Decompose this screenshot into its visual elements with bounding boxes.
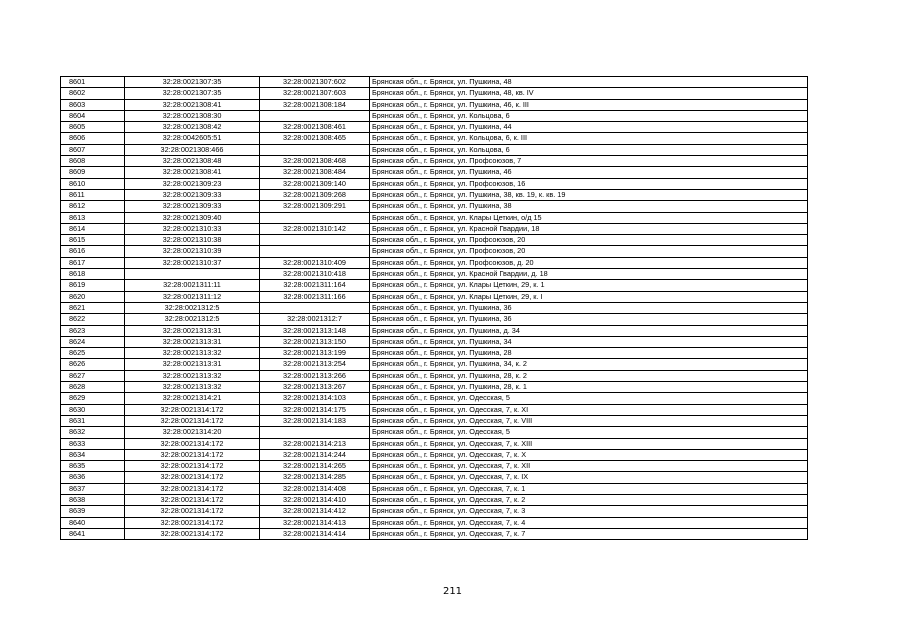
table-row xyxy=(61,393,808,404)
address-cell: Брянская обл., г. Брянск, ул. Пушкина, 36 xyxy=(370,314,808,325)
object-cadastral-number-cell: 32:28:0021314:175 xyxy=(260,404,370,415)
table-row xyxy=(61,246,808,257)
object-cadastral-number-cell: 32:28:0021313:266 xyxy=(260,370,370,381)
table-row xyxy=(61,528,808,539)
record-number-cell: 8621 xyxy=(61,302,125,313)
address-cell: Брянская обл., г. Брянск, ул. Красной Гвардии, 18 xyxy=(370,223,808,234)
table-row xyxy=(61,415,808,426)
address-cell: Брянская обл., г. Брянск, ул. Профсоюзов, 20 xyxy=(370,235,808,246)
land-cadastral-number-cell: 32:28:0021313:32 xyxy=(125,382,260,393)
object-cadastral-number-cell: 32:28:0021309:291 xyxy=(260,201,370,212)
land-cadastral-number-cell: 32:28:0021311:11 xyxy=(125,280,260,291)
record-number-cell: 8625 xyxy=(61,348,125,359)
object-cadastral-number-cell xyxy=(260,302,370,313)
record-number-cell: 8609 xyxy=(61,167,125,178)
object-cadastral-number-cell: 32:28:0021314:265 xyxy=(260,461,370,472)
table-row xyxy=(61,517,808,528)
record-number-cell: 8634 xyxy=(61,449,125,460)
table-row xyxy=(61,235,808,246)
object-cadastral-number-cell: 32:28:0021310:418 xyxy=(260,269,370,280)
address-cell: Брянская обл., г. Брянск, ул. Кольцова, 6, к. III xyxy=(370,133,808,144)
object-cadastral-number-cell: 32:28:0021309:268 xyxy=(260,189,370,200)
record-number-cell: 8635 xyxy=(61,461,125,472)
table-row xyxy=(61,189,808,200)
land-cadastral-number-cell: 32:28:0021307:35 xyxy=(125,88,260,99)
table-row xyxy=(61,156,808,167)
land-cadastral-number-cell: 32:28:0021307:35 xyxy=(125,77,260,88)
object-cadastral-number-cell xyxy=(260,427,370,438)
table-row xyxy=(61,280,808,291)
object-cadastral-number-cell xyxy=(260,212,370,223)
record-number-cell: 8612 xyxy=(61,201,125,212)
land-cadastral-number-cell: 32:28:0021314:172 xyxy=(125,461,260,472)
record-number-cell: 8606 xyxy=(61,133,125,144)
object-cadastral-number-cell: 32:28:0021310:142 xyxy=(260,223,370,234)
land-cadastral-number-cell: 32:28:0021313:31 xyxy=(125,359,260,370)
object-cadastral-number-cell xyxy=(260,246,370,257)
land-cadastral-number-cell: 32:28:0021314:172 xyxy=(125,494,260,505)
record-number-cell: 8631 xyxy=(61,415,125,426)
object-cadastral-number-cell: 32:28:0021311:164 xyxy=(260,280,370,291)
table-row xyxy=(61,122,808,133)
object-cadastral-number-cell: 32:28:0021314:103 xyxy=(260,393,370,404)
address-cell: Брянская обл., г. Брянск, ул. Пушкина, 34, к. 2 xyxy=(370,359,808,370)
table-row xyxy=(61,382,808,393)
address-cell: Брянская обл., г. Брянск, ул. Одесская, 5 xyxy=(370,393,808,404)
record-number-cell: 8636 xyxy=(61,472,125,483)
object-cadastral-number-cell: 32:28:0021310:409 xyxy=(260,257,370,268)
table-row xyxy=(61,257,808,268)
object-cadastral-number-cell: 32:28:0021313:150 xyxy=(260,336,370,347)
record-number-cell: 8629 xyxy=(61,393,125,404)
record-number-cell: 8626 xyxy=(61,359,125,370)
object-cadastral-number-cell: 32:28:0021314:410 xyxy=(260,494,370,505)
land-cadastral-number-cell xyxy=(125,269,260,280)
address-cell: Брянская обл., г. Брянск, ул. Пушкина, 34 xyxy=(370,336,808,347)
address-cell: Брянская обл., г. Брянск, ул. Одесская, 7, к. XIII xyxy=(370,438,808,449)
land-cadastral-number-cell: 32:28:0021314:20 xyxy=(125,427,260,438)
record-number-cell: 8620 xyxy=(61,291,125,302)
record-number-cell: 8618 xyxy=(61,269,125,280)
table-row xyxy=(61,144,808,155)
land-cadastral-number-cell: 32:28:0021308:41 xyxy=(125,167,260,178)
record-number-cell: 8614 xyxy=(61,223,125,234)
table-row xyxy=(61,110,808,121)
table-row xyxy=(61,348,808,359)
address-cell: Брянская обл., г. Брянск, ул. Клары Цеткин, 29, к. 1 xyxy=(370,280,808,291)
record-number-cell: 8622 xyxy=(61,314,125,325)
address-cell: Брянская обл., г. Брянск, ул. Пушкина, д. 34 xyxy=(370,325,808,336)
object-cadastral-number-cell: 32:28:0021314:412 xyxy=(260,506,370,517)
land-cadastral-number-cell: 32:28:0021310:38 xyxy=(125,235,260,246)
table-row xyxy=(61,269,808,280)
record-number-cell: 8604 xyxy=(61,110,125,121)
record-number-cell: 8633 xyxy=(61,438,125,449)
object-cadastral-number-cell: 32:28:0021307:603 xyxy=(260,88,370,99)
table-row xyxy=(61,325,808,336)
address-cell: Брянская обл., г. Брянск, ул. Кольцова, 6 xyxy=(370,110,808,121)
object-cadastral-number-cell xyxy=(260,110,370,121)
address-cell: Брянская обл., г. Брянск, ул. Клары Цеткин, о/д 15 xyxy=(370,212,808,223)
land-cadastral-number-cell: 32:28:0021314:172 xyxy=(125,517,260,528)
object-cadastral-number-cell: 32:28:0021314:183 xyxy=(260,415,370,426)
table-row xyxy=(61,133,808,144)
table-row xyxy=(61,461,808,472)
record-number-cell: 8616 xyxy=(61,246,125,257)
address-cell: Брянская обл., г. Брянск, ул. Одесская, 7, к. IX xyxy=(370,472,808,483)
table-row xyxy=(61,438,808,449)
table-row xyxy=(61,88,808,99)
table-row xyxy=(61,494,808,505)
table-row xyxy=(61,506,808,517)
address-cell: Брянская обл., г. Брянск, ул. Одесская, 7, к. XI xyxy=(370,404,808,415)
record-number-cell: 8641 xyxy=(61,528,125,539)
table-row xyxy=(61,291,808,302)
land-cadastral-number-cell: 32:28:0021313:31 xyxy=(125,336,260,347)
address-cell: Брянская обл., г. Брянск, ул. Одесская, 7, к. 7 xyxy=(370,528,808,539)
record-number-cell: 8615 xyxy=(61,235,125,246)
record-number-cell: 8605 xyxy=(61,122,125,133)
table-row xyxy=(61,212,808,223)
object-cadastral-number-cell: 32:28:0021308:461 xyxy=(260,122,370,133)
object-cadastral-number-cell: 32:28:0021313:254 xyxy=(260,359,370,370)
record-number-cell: 8607 xyxy=(61,144,125,155)
land-cadastral-number-cell: 32:28:0021311:12 xyxy=(125,291,260,302)
land-cadastral-number-cell: 32:28:0021309:40 xyxy=(125,212,260,223)
land-cadastral-number-cell: 32:28:0021310:39 xyxy=(125,246,260,257)
record-number-cell: 8624 xyxy=(61,336,125,347)
object-cadastral-number-cell: 32:28:0021311:166 xyxy=(260,291,370,302)
land-cadastral-number-cell: 32:28:0021308:42 xyxy=(125,122,260,133)
address-cell: Брянская обл., г. Брянск, ул. Одесская, 7, к. 4 xyxy=(370,517,808,528)
address-cell: Брянская обл., г. Брянск, ул. Одесская, 7, к. 3 xyxy=(370,506,808,517)
land-cadastral-number-cell: 32:28:0021310:33 xyxy=(125,223,260,234)
table-row xyxy=(61,472,808,483)
record-number-cell: 8602 xyxy=(61,88,125,99)
object-cadastral-number-cell: 32:28:0021308:484 xyxy=(260,167,370,178)
land-cadastral-number-cell: 32:28:0021314:172 xyxy=(125,415,260,426)
address-cell: Брянская обл., г. Брянск, ул. Одесская, 7, к. XII xyxy=(370,461,808,472)
object-cadastral-number-cell: 32:28:0021314:213 xyxy=(260,438,370,449)
record-number-cell: 8628 xyxy=(61,382,125,393)
record-number-cell: 8638 xyxy=(61,494,125,505)
object-cadastral-number-cell: 32:28:0021309:140 xyxy=(260,178,370,189)
address-cell: Брянская обл., г. Брянск, ул. Профсоюзов, д. 20 xyxy=(370,257,808,268)
record-number-cell: 8630 xyxy=(61,404,125,415)
land-cadastral-number-cell: 32:28:0021314:21 xyxy=(125,393,260,404)
table-row xyxy=(61,167,808,178)
object-cadastral-number-cell: 32:28:0021308:465 xyxy=(260,133,370,144)
table-row xyxy=(61,314,808,325)
address-cell: Брянская обл., г. Брянск, ул. Клары Цеткин, 29, к. I xyxy=(370,291,808,302)
land-cadastral-number-cell: 32:28:0021314:172 xyxy=(125,472,260,483)
address-cell: Брянская обл., г. Брянск, ул. Профсоюзов, 7 xyxy=(370,156,808,167)
land-cadastral-number-cell: 32:28:0021313:32 xyxy=(125,370,260,381)
object-cadastral-number-cell: 32:28:0021312:7 xyxy=(260,314,370,325)
address-cell: Брянская обл., г. Брянск, ул. Одесская, 7, к. 2 xyxy=(370,494,808,505)
record-number-cell: 8639 xyxy=(61,506,125,517)
land-cadastral-number-cell: 32:28:0021313:31 xyxy=(125,325,260,336)
address-cell: Брянская обл., г. Брянск, ул. Пушкина, 38 xyxy=(370,201,808,212)
table-row xyxy=(61,302,808,313)
object-cadastral-number-cell: 32:28:0021308:184 xyxy=(260,99,370,110)
object-cadastral-number-cell: 32:28:0021313:148 xyxy=(260,325,370,336)
record-number-cell: 8601 xyxy=(61,77,125,88)
object-cadastral-number-cell: 32:28:0021314:414 xyxy=(260,528,370,539)
record-number-cell: 8611 xyxy=(61,189,125,200)
table-row xyxy=(61,370,808,381)
record-number-cell: 8617 xyxy=(61,257,125,268)
record-number-cell: 8610 xyxy=(61,178,125,189)
address-cell: Брянская обл., г. Брянск, ул. Кольцова, 6 xyxy=(370,144,808,155)
address-cell: Брянская обл., г. Брянск, ул. Пушкина, 48 xyxy=(370,77,808,88)
address-cell: Брянская обл., г. Брянск, ул. Пушкина, 28, к. 2 xyxy=(370,370,808,381)
land-cadastral-number-cell: 32:28:0021314:172 xyxy=(125,449,260,460)
table-row xyxy=(61,178,808,189)
object-cadastral-number-cell: 32:28:0021313:199 xyxy=(260,348,370,359)
record-number-cell: 8623 xyxy=(61,325,125,336)
object-cadastral-number-cell: 32:28:0021307:602 xyxy=(260,77,370,88)
address-cell: Брянская обл., г. Брянск, ул. Одесская, 5 xyxy=(370,427,808,438)
object-cadastral-number-cell xyxy=(260,144,370,155)
land-cadastral-number-cell: 32:28:0021314:172 xyxy=(125,483,260,494)
record-number-cell: 8608 xyxy=(61,156,125,167)
table-row xyxy=(61,99,808,110)
address-cell: Брянская обл., г. Брянск, ул. Пушкина, 36 xyxy=(370,302,808,313)
land-cadastral-number-cell: 32:28:0021314:172 xyxy=(125,438,260,449)
land-cadastral-number-cell: 32:28:0042605:51 xyxy=(125,133,260,144)
table-row xyxy=(61,483,808,494)
record-number-cell: 8637 xyxy=(61,483,125,494)
address-cell: Брянская обл., г. Брянск, ул. Пушкина, 44 xyxy=(370,122,808,133)
table-row xyxy=(61,359,808,370)
address-cell: Брянская обл., г. Брянск, ул. Пушкина, 38, кв. 19, к. кв. 19 xyxy=(370,189,808,200)
land-cadastral-number-cell: 32:28:0021308:466 xyxy=(125,144,260,155)
object-cadastral-number-cell: 32:28:0021313:267 xyxy=(260,382,370,393)
address-cell: Брянская обл., г. Брянск, ул. Одесская, 7, к. 1 xyxy=(370,483,808,494)
land-cadastral-number-cell: 32:28:0021309:23 xyxy=(125,178,260,189)
table-row xyxy=(61,404,808,415)
address-cell: Брянская обл., г. Брянск, ул. Профсоюзов, 20 xyxy=(370,246,808,257)
land-cadastral-number-cell: 32:28:0021312:5 xyxy=(125,314,260,325)
object-cadastral-number-cell xyxy=(260,235,370,246)
land-cadastral-number-cell: 32:28:0021309:33 xyxy=(125,201,260,212)
land-cadastral-number-cell: 32:28:0021314:172 xyxy=(125,506,260,517)
record-number-cell: 8619 xyxy=(61,280,125,291)
registry-table-body xyxy=(61,77,808,540)
address-cell: Брянская обл., г. Брянск, ул. Пушкина, 46, к. III xyxy=(370,99,808,110)
land-cadastral-number-cell: 32:28:0021308:30 xyxy=(125,110,260,121)
page-number: 211 xyxy=(442,586,463,597)
object-cadastral-number-cell: 32:28:0021308:468 xyxy=(260,156,370,167)
address-cell: Брянская обл., г. Брянск, ул. Пушкина, 28, к. 1 xyxy=(370,382,808,393)
land-cadastral-number-cell: 32:28:0021310:37 xyxy=(125,257,260,268)
address-cell: Брянская обл., г. Брянск, ул. Профсоюзов, 16 xyxy=(370,178,808,189)
address-cell: Брянская обл., г. Брянск, ул. Пушкина, 46 xyxy=(370,167,808,178)
land-cadastral-number-cell: 32:28:0021313:32 xyxy=(125,348,260,359)
address-cell: Брянская обл., г. Брянск, ул. Пушкина, 48, кв. IV xyxy=(370,88,808,99)
address-cell: Брянская обл., г. Брянск, ул. Пушкина, 28 xyxy=(370,348,808,359)
table-row xyxy=(61,223,808,234)
land-cadastral-number-cell: 32:28:0021314:172 xyxy=(125,404,260,415)
table-row xyxy=(61,449,808,460)
record-number-cell: 8627 xyxy=(61,370,125,381)
land-cadastral-number-cell: 32:28:0021309:33 xyxy=(125,189,260,200)
record-number-cell: 8632 xyxy=(61,427,125,438)
record-number-cell: 8603 xyxy=(61,99,125,110)
table-row xyxy=(61,201,808,212)
record-number-cell: 8613 xyxy=(61,212,125,223)
land-cadastral-number-cell: 32:28:0021308:48 xyxy=(125,156,260,167)
address-cell: Брянская обл., г. Брянск, ул. Красной Гвардии, д. 18 xyxy=(370,269,808,280)
land-cadastral-number-cell: 32:28:0021308:41 xyxy=(125,99,260,110)
land-cadastral-number-cell: 32:28:0021314:172 xyxy=(125,528,260,539)
land-cadastral-number-cell: 32:28:0021312:5 xyxy=(125,302,260,313)
address-cell: Брянская обл., г. Брянск, ул. Одесская, 7, к. VIII xyxy=(370,415,808,426)
address-cell: Брянская обл., г. Брянск, ул. Одесская, 7, к. X xyxy=(370,449,808,460)
record-number-cell: 8640 xyxy=(61,517,125,528)
object-cadastral-number-cell: 32:28:0021314:408 xyxy=(260,483,370,494)
table-row xyxy=(61,427,808,438)
object-cadastral-number-cell: 32:28:0021314:413 xyxy=(260,517,370,528)
table-row xyxy=(61,336,808,347)
object-cadastral-number-cell: 32:28:0021314:244 xyxy=(260,449,370,460)
registry-table xyxy=(60,76,808,540)
object-cadastral-number-cell: 32:28:0021314:285 xyxy=(260,472,370,483)
table-row xyxy=(61,77,808,88)
